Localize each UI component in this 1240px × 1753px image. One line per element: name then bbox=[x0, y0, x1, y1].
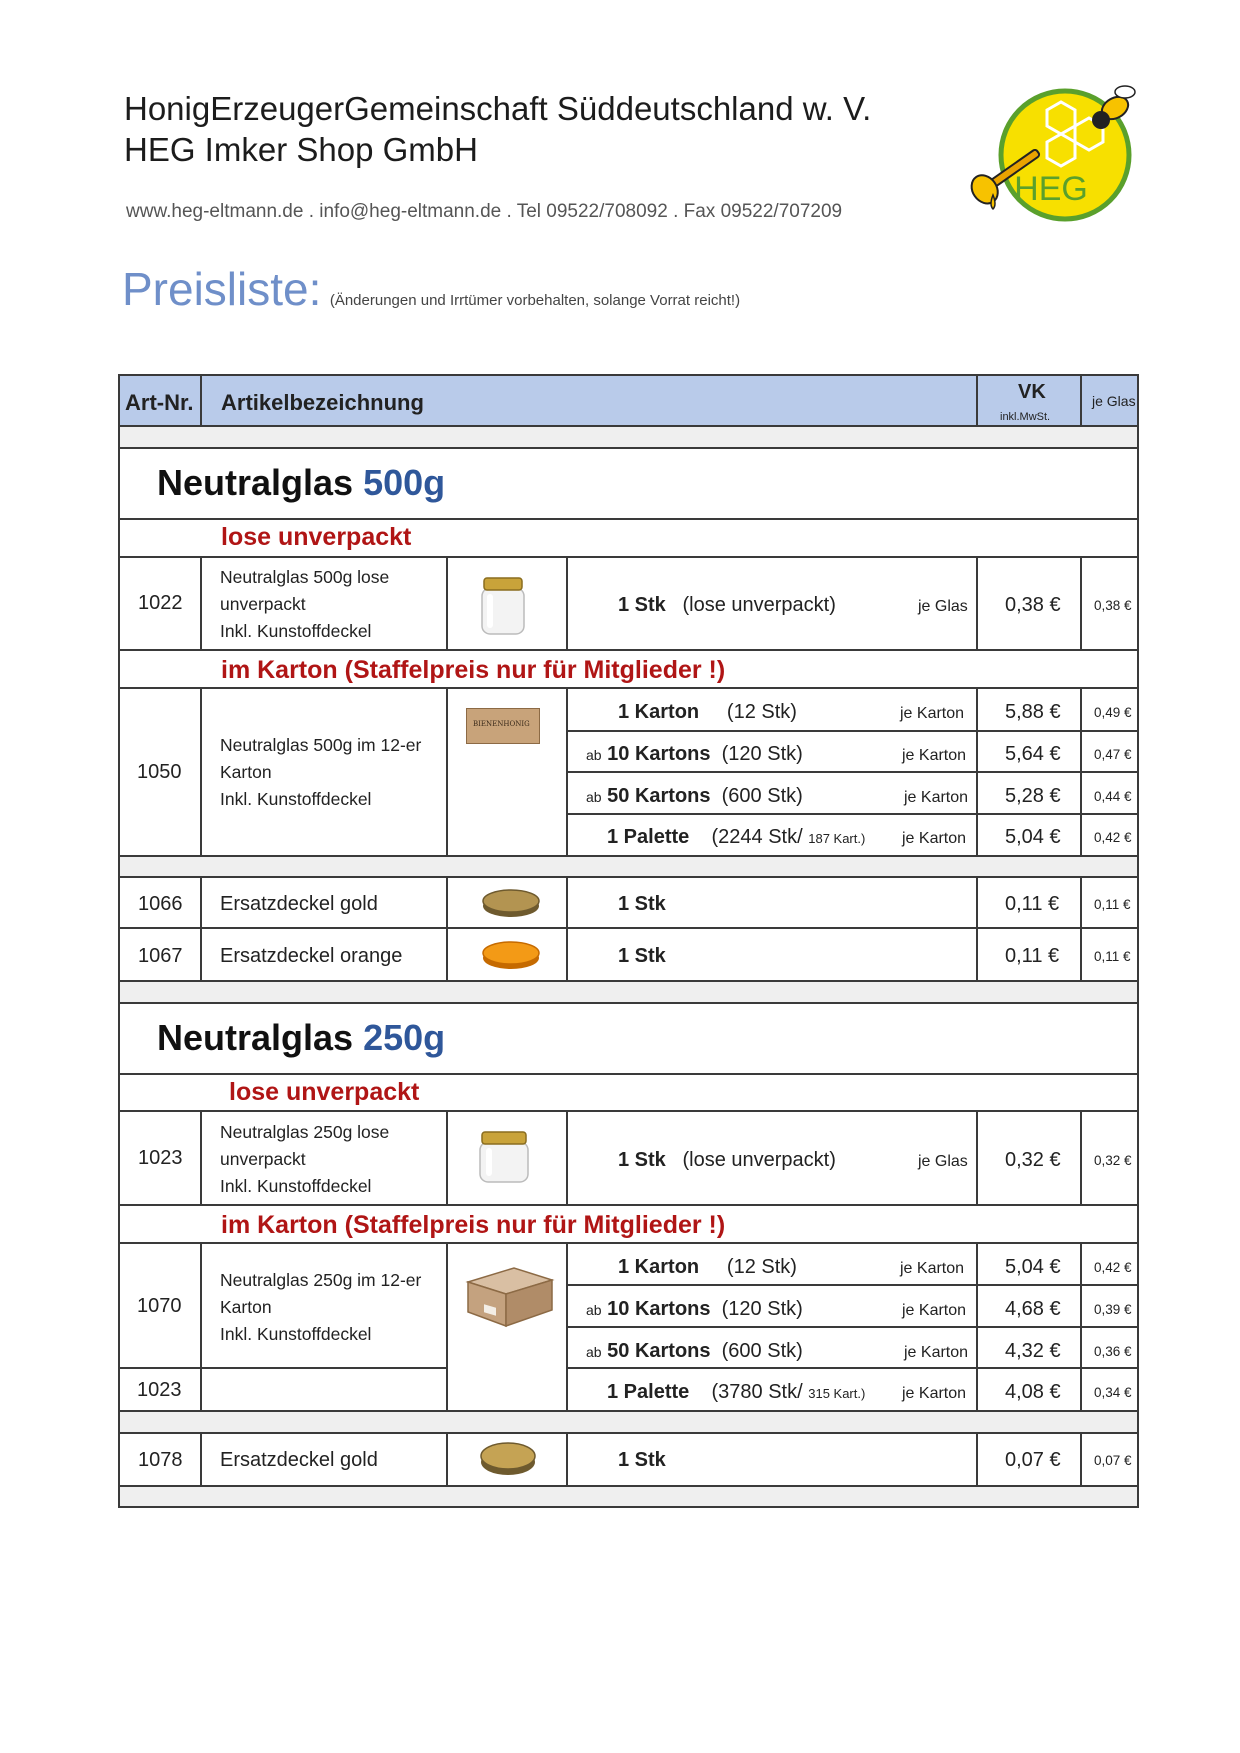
spacer-band bbox=[120, 1412, 1137, 1432]
art-nr: 1070 bbox=[137, 1295, 182, 1317]
quantity: 1 Stk (lose unverpackt) bbox=[618, 1149, 836, 1171]
price-per-glass: 0,38 € bbox=[1094, 598, 1132, 613]
price-per-glass: 0,07 € bbox=[1094, 1453, 1132, 1468]
header-vk-sub: inkl.MwSt. bbox=[1000, 411, 1051, 423]
art-nr: 1078 bbox=[138, 1449, 183, 1471]
art-nr: 1050 bbox=[137, 761, 182, 783]
spacer-band bbox=[120, 856, 1137, 876]
header-art-nr: Art-Nr. bbox=[125, 390, 194, 415]
spacer-band bbox=[120, 427, 1137, 447]
section-title-500g: Neutralglas 500g bbox=[157, 462, 446, 503]
price-per-glass: 0,49 € bbox=[1094, 705, 1132, 720]
tier-quantity: ab 10 Kartons (120 Stk) bbox=[586, 1298, 803, 1320]
label-lose-unverpackt: lose unverpackt bbox=[229, 1078, 420, 1106]
price: 5,28 € bbox=[1005, 785, 1061, 807]
unit: je Karton bbox=[902, 830, 967, 847]
price-per-glass: 0,42 € bbox=[1094, 830, 1132, 845]
carton-box-icon bbox=[462, 1262, 556, 1330]
tier-quantity: 1 Karton (12 Stk) bbox=[618, 1256, 797, 1278]
item-description: Neutralglas 500g lose unverpackt Inkl. Kunstoffdeckel bbox=[220, 567, 390, 641]
unit: je Karton bbox=[900, 705, 965, 722]
quantity: 1 Stk bbox=[618, 945, 666, 967]
tier-quantity: 1 Palette (2244 Stk/ 187 Kart.) bbox=[607, 826, 866, 848]
spacer-band bbox=[120, 982, 1137, 1002]
price-per-glass: 0,39 € bbox=[1094, 1302, 1132, 1317]
item-description: Neutralglas 250g im 12-er Karton Inkl. Kunstoffdeckel bbox=[220, 1270, 422, 1344]
price: 0,32 € bbox=[1005, 1149, 1061, 1171]
unit: je Karton bbox=[904, 1344, 969, 1361]
art-nr: 1023 bbox=[137, 1379, 182, 1401]
price: 0,11 € bbox=[1005, 893, 1060, 915]
item-description: Ersatzdeckel gold bbox=[220, 893, 378, 915]
price: 4,08 € bbox=[1005, 1381, 1061, 1403]
price: 5,88 € bbox=[1005, 701, 1061, 723]
tier-quantity: 1 Karton (12 Stk) bbox=[618, 701, 797, 723]
spacer-band bbox=[120, 1487, 1137, 1506]
price: 0,11 € bbox=[1005, 945, 1060, 967]
carton-box-icon: BIENENHONIG bbox=[466, 708, 540, 744]
price-per-glass: 0,34 € bbox=[1094, 1385, 1132, 1400]
price: 4,32 € bbox=[1005, 1340, 1061, 1362]
unit: je Glas bbox=[918, 1153, 968, 1170]
price-per-glass: 0,44 € bbox=[1094, 789, 1132, 804]
gold-lid-icon bbox=[480, 884, 542, 920]
tier-quantity: ab 50 Kartons (600 Stk) bbox=[586, 785, 803, 807]
unit: je Glas bbox=[918, 598, 968, 615]
unit: je Karton bbox=[902, 747, 967, 764]
item-description: Ersatzdeckel orange bbox=[220, 945, 403, 967]
item-description: Neutralglas 500g im 12-er Karton Inkl. Kunstoffdeckel bbox=[220, 735, 422, 809]
art-nr: 1023 bbox=[138, 1147, 183, 1169]
quantity: 1 Stk bbox=[618, 1449, 666, 1471]
org-line-1: HonigErzeugerGemeinschaft Süddeutschland w. V. bbox=[124, 90, 872, 127]
label-im-karton: im Karton (Staffelpreis nur für Mitglieder !) bbox=[221, 1211, 726, 1239]
gold-lid-icon bbox=[478, 1437, 538, 1479]
page-subtitle: (Änderungen und Irrtümer vorbehalten, solange Vorrat reicht!) bbox=[329, 292, 741, 309]
tier-quantity: ab 50 Kartons (600 Stk) bbox=[586, 1340, 803, 1362]
price-per-glass: 0,47 € bbox=[1094, 747, 1132, 762]
art-nr: 1067 bbox=[138, 945, 183, 967]
contact-line: www.heg-eltmann.de . info@heg-eltmann.de . Tel 09522/708092 . Fax 09522/707209 bbox=[126, 201, 843, 222]
company-names bbox=[124, 88, 871, 170]
orange-lid-icon bbox=[480, 936, 542, 972]
art-nr: 1022 bbox=[138, 592, 183, 614]
header-je-glas: je Glas bbox=[1092, 393, 1136, 409]
price: 5,64 € bbox=[1005, 743, 1061, 765]
price-per-glass: 0,32 € bbox=[1094, 1153, 1132, 1168]
quantity: 1 Stk (lose unverpackt) bbox=[618, 594, 836, 616]
quantity: 1 Stk bbox=[618, 893, 666, 915]
header-vk: VK bbox=[1018, 381, 1046, 403]
glass-jar-icon bbox=[476, 1130, 532, 1186]
page-title: Preisliste: bbox=[122, 263, 322, 315]
price: 0,38 € bbox=[1005, 594, 1061, 616]
item-description: Ersatzdeckel gold bbox=[220, 1449, 378, 1471]
price: 5,04 € bbox=[1005, 1256, 1061, 1278]
unit: je Karton bbox=[900, 1260, 965, 1277]
tier-quantity: ab 10 Kartons (120 Stk) bbox=[586, 743, 803, 765]
unit: je Karton bbox=[902, 1302, 967, 1319]
label-lose-unverpackt: lose unverpackt bbox=[221, 523, 412, 551]
price-per-glass: 0,42 € bbox=[1094, 1260, 1132, 1275]
heg-logo bbox=[965, 80, 1145, 225]
tier-quantity: 1 Palette (3780 Stk/ 315 Kart.) bbox=[607, 1381, 866, 1403]
glass-jar-icon bbox=[478, 576, 528, 638]
price: 0,07 € bbox=[1005, 1449, 1061, 1471]
price-per-glass: 0,11 € bbox=[1094, 949, 1131, 964]
price: 4,68 € bbox=[1005, 1298, 1061, 1320]
price-per-glass: 0,36 € bbox=[1094, 1344, 1132, 1359]
header-description: Artikelbezeichnung bbox=[221, 390, 424, 415]
section-title-250g: Neutralglas 250g bbox=[157, 1017, 446, 1058]
art-nr: 1066 bbox=[138, 893, 183, 915]
org-line-2: HEG Imker Shop GmbH bbox=[124, 131, 478, 168]
price-per-glass: 0,11 € bbox=[1094, 897, 1131, 912]
unit: je Karton bbox=[902, 1385, 967, 1402]
price: 5,04 € bbox=[1005, 826, 1061, 848]
label-im-karton: im Karton (Staffelpreis nur für Mitglieder !) bbox=[221, 656, 726, 684]
logo-text: HEG bbox=[1014, 170, 1088, 208]
item-description: Neutralglas 250g lose unverpackt Inkl. Kunstoffdeckel bbox=[220, 1122, 390, 1196]
price-list-title bbox=[122, 262, 740, 316]
unit: je Karton bbox=[904, 789, 969, 806]
